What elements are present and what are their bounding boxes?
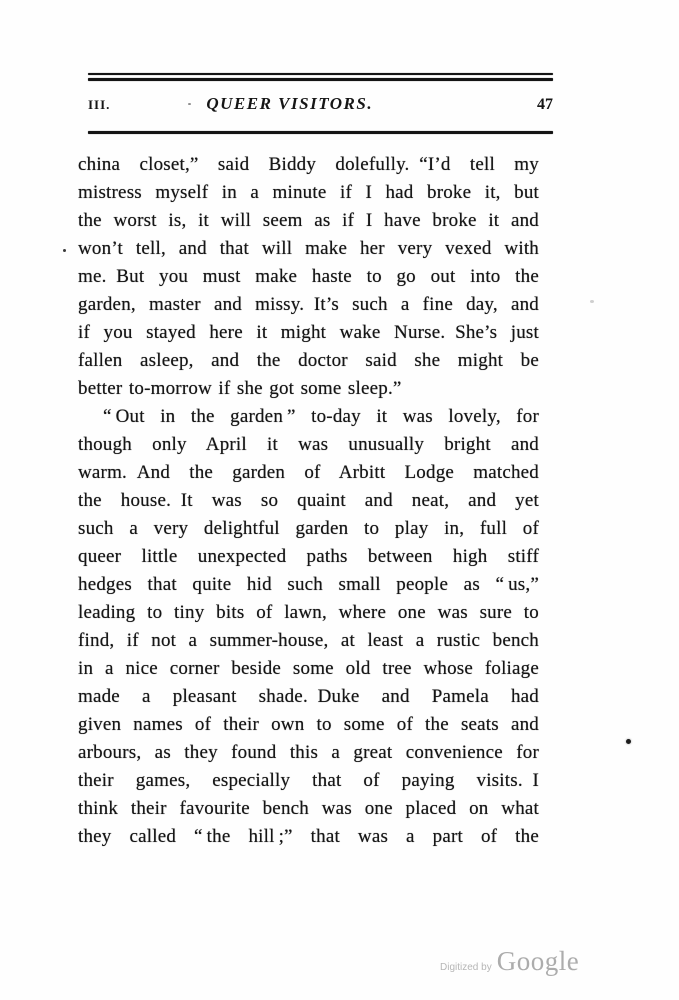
text-line: the house. It was so quaint and neat, and yet	[78, 490, 539, 511]
header-top-rule-lower	[88, 78, 553, 81]
text-line: their games, especially that of paying visits. I	[78, 770, 539, 791]
google-logo: Google	[496, 946, 580, 976]
header-top-rule-upper	[88, 73, 553, 75]
text-line: find, if not a summer-house, at least a rustic bench	[78, 630, 539, 651]
page-text-block	[78, 151, 539, 851]
text-line: though only April it was unusually bright and	[78, 434, 539, 455]
text-line: “ Out in the garden ” to-day it was lovely, for	[103, 406, 539, 427]
ink-speck	[188, 103, 191, 105]
text-line: queer little unexpected paths between high stiff	[78, 546, 539, 567]
running-title: QUEER VISITORS.	[206, 94, 374, 113]
text-line: china closet,” said Biddy dolefully. “I’d tell my	[78, 154, 539, 175]
watermark-prefix: Digitized by	[440, 962, 492, 973]
text-line: garden, master and missy. It’s such a fine day, and	[78, 294, 539, 315]
text-line: arbours, as they found this a great convenience for	[78, 742, 539, 763]
text-line: fallen asleep, and the doctor said she might be	[78, 350, 539, 371]
text-line: given names of their own to some of the seats and	[78, 714, 539, 735]
text-line: mistress myself in a minute if I had broke it, but	[78, 182, 539, 203]
text-line: won’t tell, and that will make her very vexed with	[78, 238, 539, 259]
text-line: if you stayed here it might wake Nurse. She’s just	[78, 322, 539, 343]
ink-speck	[626, 739, 631, 744]
running-header	[88, 94, 553, 116]
text-line: they called “ the hill ;” that was a part of the	[78, 826, 539, 847]
text-line: me. But you must make haste to go out into the	[78, 266, 539, 287]
ink-speck	[590, 300, 594, 303]
text-line: think their favourite bench was one placed on what	[78, 798, 539, 819]
text-line: in a nice corner beside some old tree whose foliage	[78, 658, 539, 679]
text-line: hedges that quite hid such small people as “ us,”	[78, 574, 539, 595]
ink-speck	[63, 249, 66, 252]
digitized-by-google-watermark	[440, 946, 579, 977]
header-bottom-rule	[88, 131, 553, 134]
text-line: leading to tiny bits of lawn, where one was sure to	[78, 602, 539, 623]
page-number: 47	[537, 96, 553, 113]
text-line: warm. And the garden of Arbitt Lodge matched	[78, 462, 539, 483]
text-line: the worst is, it will seem as if I have broke it and	[78, 210, 539, 231]
text-line: better to-morrow if she got some sleep.”	[78, 378, 402, 399]
chapter-number: III.	[88, 97, 111, 112]
text-line: such a very delightful garden to play in, full of	[78, 518, 539, 539]
text-line: made a pleasant shade. Duke and Pamela had	[78, 686, 539, 707]
